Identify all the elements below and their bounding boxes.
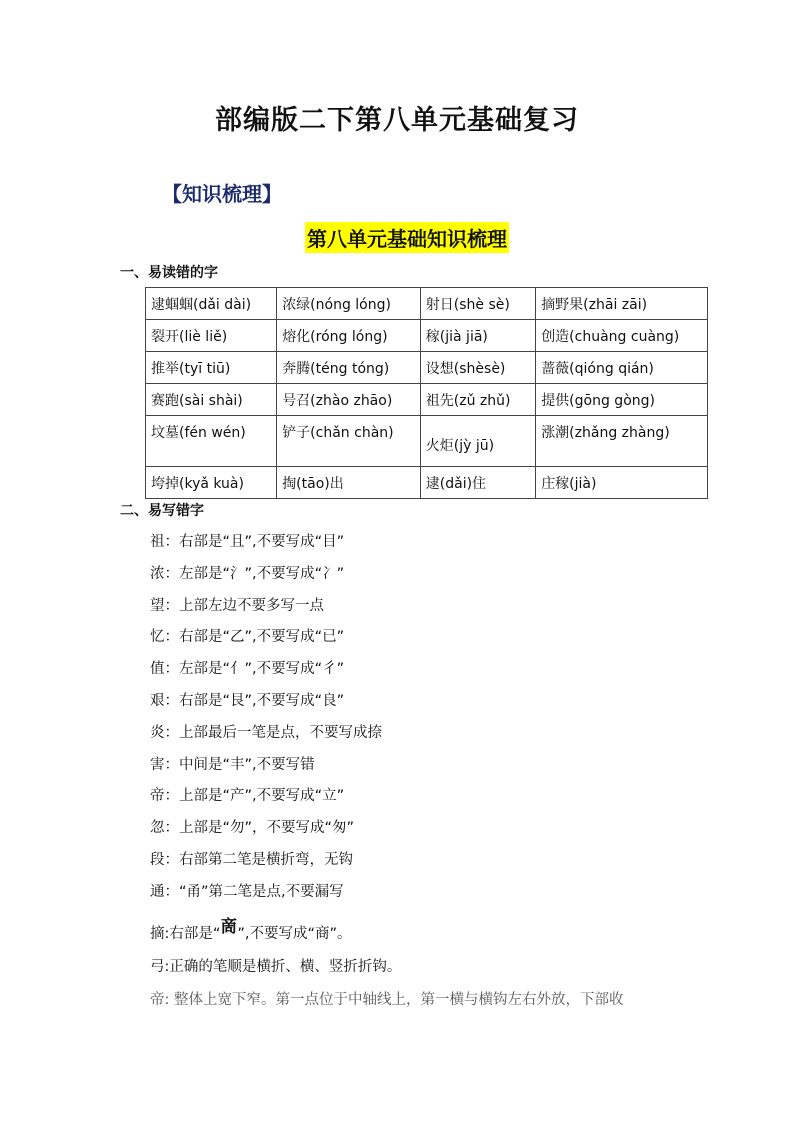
table-cell: 创造(chuàng cuàng) bbox=[536, 320, 708, 352]
table-row bbox=[146, 416, 708, 467]
table-cell: 熔化(róng lóng) bbox=[277, 320, 421, 352]
table-cell: 逮(dǎi)住 bbox=[420, 467, 535, 499]
note-text: 摘:右部是“ bbox=[150, 926, 221, 942]
note-line: 浓：左部是“氵”,不要写成“冫” bbox=[150, 565, 345, 582]
table-cell: 涨潮(zhǎng zhàng) bbox=[536, 416, 708, 467]
table-cell: 摘野果(zhāi zāi) bbox=[536, 288, 708, 320]
note-line: 望：上部左边不要多写一点 bbox=[150, 597, 324, 614]
page-title: 部编版二下第八单元基础复习 bbox=[215, 105, 579, 136]
note-zhai bbox=[150, 918, 352, 943]
note-line: 祖：右部是“且”,不要写成“目” bbox=[150, 534, 345, 550]
subtitle: 第八单元基础知识梳理 bbox=[305, 222, 509, 253]
note-text: ”,不要写成“商”。 bbox=[237, 926, 352, 942]
table-row bbox=[146, 352, 708, 384]
table-cell: 火炬(jỳ jū) bbox=[420, 416, 535, 467]
note-line: 通：“甬”第二笔是点,不要漏写 bbox=[150, 883, 344, 900]
table-cell: 提供(gōng gòng) bbox=[536, 384, 708, 416]
table-cell: 蔷薇(qióng qián) bbox=[536, 352, 708, 384]
table-cell: 祖先(zǔ zhǔ) bbox=[420, 384, 535, 416]
table-cell: 庄稼(jià) bbox=[536, 467, 708, 499]
knowledge-heading: 【知识梳理】 bbox=[162, 182, 282, 206]
table-row bbox=[146, 320, 708, 352]
table-cell: 设想(shèsè) bbox=[420, 352, 535, 384]
table-cell: 铲子(chǎn chàn) bbox=[277, 416, 421, 467]
table-cell: 浓绿(nóng lóng) bbox=[277, 288, 421, 320]
table-cell: 推举(tyī tiū) bbox=[146, 352, 277, 384]
pinyin-table bbox=[145, 287, 708, 499]
table-cell: 垮掉(kyǎ kuà) bbox=[146, 467, 277, 499]
table-row bbox=[146, 467, 708, 499]
note-line: 害：中间是“丰”,不要写错 bbox=[150, 756, 315, 773]
note-line: 炎：上部最后一笔是点，不要写成捺 bbox=[150, 724, 382, 741]
character-image: 啇 bbox=[220, 917, 238, 937]
note-line: 值：左部是“亻”,不要写成“彳” bbox=[150, 661, 345, 678]
note-line: 艰：右部是“艮”,不要写成“良” bbox=[150, 693, 345, 709]
table-cell: 掏(tāo)出 bbox=[277, 467, 421, 499]
section-heading-1: 一、易读错的字 bbox=[120, 265, 218, 281]
note-line: 帝：上部是“产”,不要写成“立” bbox=[150, 788, 345, 805]
table-row bbox=[146, 288, 708, 320]
table-cell: 裂开(liè liě) bbox=[146, 320, 277, 352]
table-cell: 稼(jià jiā) bbox=[420, 320, 535, 352]
table-cell: 赛跑(sài shài) bbox=[146, 384, 277, 416]
note-line: 忽：上部是“勿”，不要写成“匆” bbox=[150, 820, 355, 837]
table-cell: 号召(zhào zhāo) bbox=[277, 384, 421, 416]
section-heading-2: 二、易写错字 bbox=[120, 503, 204, 519]
table-row bbox=[146, 384, 708, 416]
note-line: 段：右部第二笔是横折弯，无钩 bbox=[150, 852, 353, 868]
table-cell: 奔腾(téng tóng) bbox=[277, 352, 421, 384]
table-cell: 射日(shè sè) bbox=[420, 288, 535, 320]
table-cell: 坟墓(fén wén) bbox=[146, 416, 277, 467]
note-line: 忆：右部是“乙”,不要写成“已” bbox=[150, 629, 345, 646]
table-cell: 逮蝈蝈(dǎi dài) bbox=[146, 288, 277, 320]
note-di: 帝: 整体上宽下窄。第一点位于中轴线上，第一横与横钩左右外放，下部收 bbox=[150, 992, 624, 1008]
note-gong: 弓:正确的笔顺是横折、横、竖折折钩。 bbox=[150, 959, 402, 975]
